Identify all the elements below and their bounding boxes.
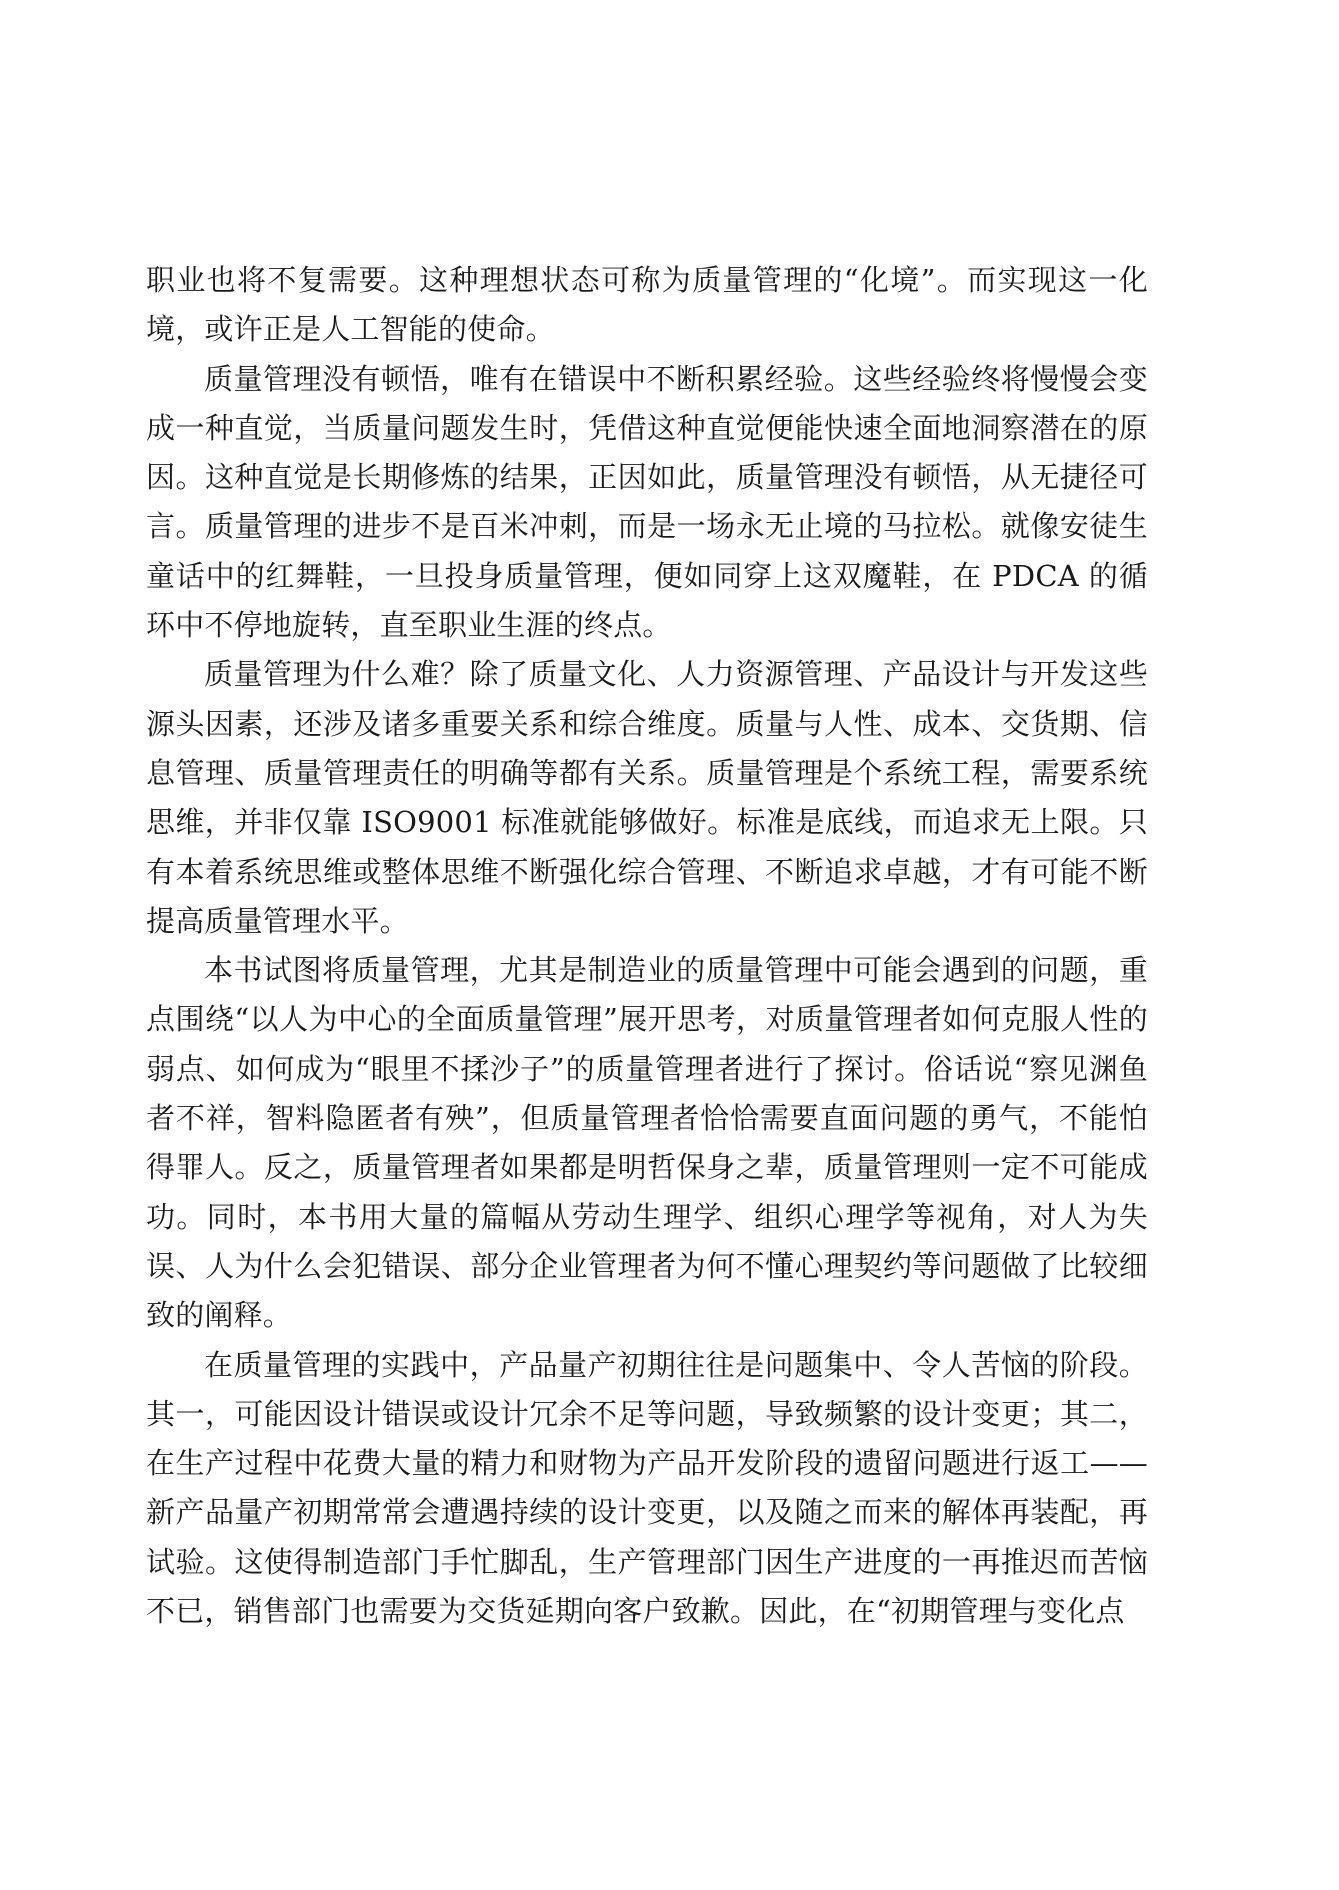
paragraph: 本书试图将质量管理，尤其是制造业的质量管理中可能会遇到的问题，重点围绕“以人为中心的全面质量管理”展开思考，对质量管理者如何克服人性的弱点、如何成为“眼里不揉沙子”的质量管理者进行了探讨。俗话说“察见渊鱼者不祥，智料隐匿者有殃”，但质量管理者恰恰需要直面问题的勇气，不能怕得罪人。反之，质量管理者如果都是明哲保身之辈，质量管理则一定不可能成功。同时，本书用大量的篇幅从劳动生理学、组织心理学等视角，对人为失误、人为什么会犯错误、部分企业管理者为何不懂心理契约等问题做了比较细致的阐释。 [146, 953, 1148, 1333]
paragraph: 质量管理没有顿悟，唯有在错误中不断积累经验。这些经验终将慢慢会变成一种直觉，当质量问题发生时，凭借这种直觉便能快速全面地洞察潜在的原因。这种直觉是长期修炼的结果，正因如此，质量管理没有顿悟，从无捷径可言。质量管理的进步不是百米冲刺，而是一场永无止境的马拉松。就像安徒生童话中的红舞鞋，一旦投身质量管理，便如同穿上这双魔鞋，在 PDCA 的循环中不停地旋转，直至职业生涯的终点。 [146, 361, 1148, 643]
paragraph-continued: 职业也将不复需要。这种理想状态可称为质量管理的“化境”。而实现这一化境，或许正是人工智能的使命。 [146, 263, 1148, 347]
body-text [146, 256, 1148, 1636]
paragraph: 质量管理为什么难？除了质量文化、人力资源管理、产品设计与开发这些源头因素，还涉及诸多重要关系和综合维度。质量与人性、成本、交货期、信息管理、质量管理责任的明确等都有关系。质量管理是个系统工程，需要系统思维，并非仅靠 ISO9001 标准就能够做好。标准是底线，而追求无上限。只有本着系统思维或整体思维不断强化综合管理、不断追求卓越，才有可能不断提高质量管理水平。 [146, 657, 1148, 938]
paragraph: 在质量管理的实践中，产品量产初期往往是问题集中、令人苦恼的阶段。其一，可能因设计错误或设计冗余不足等问题，导致频繁的设计变更；其二，在生产过程中花费大量的精力和财物为产品开发阶段的遗留问题进行返工——新产品量产初期常常会遭遇持续的设计变更，以及随之而来的解体再装配，再试验。这使得制造部门手忙脚乱，生产管理部门因生产进度的一再推迟而苦恼不已，销售部门也需要为交货延期向客户致歉。因此，在“初期管理与变化点 [146, 1347, 1148, 1629]
